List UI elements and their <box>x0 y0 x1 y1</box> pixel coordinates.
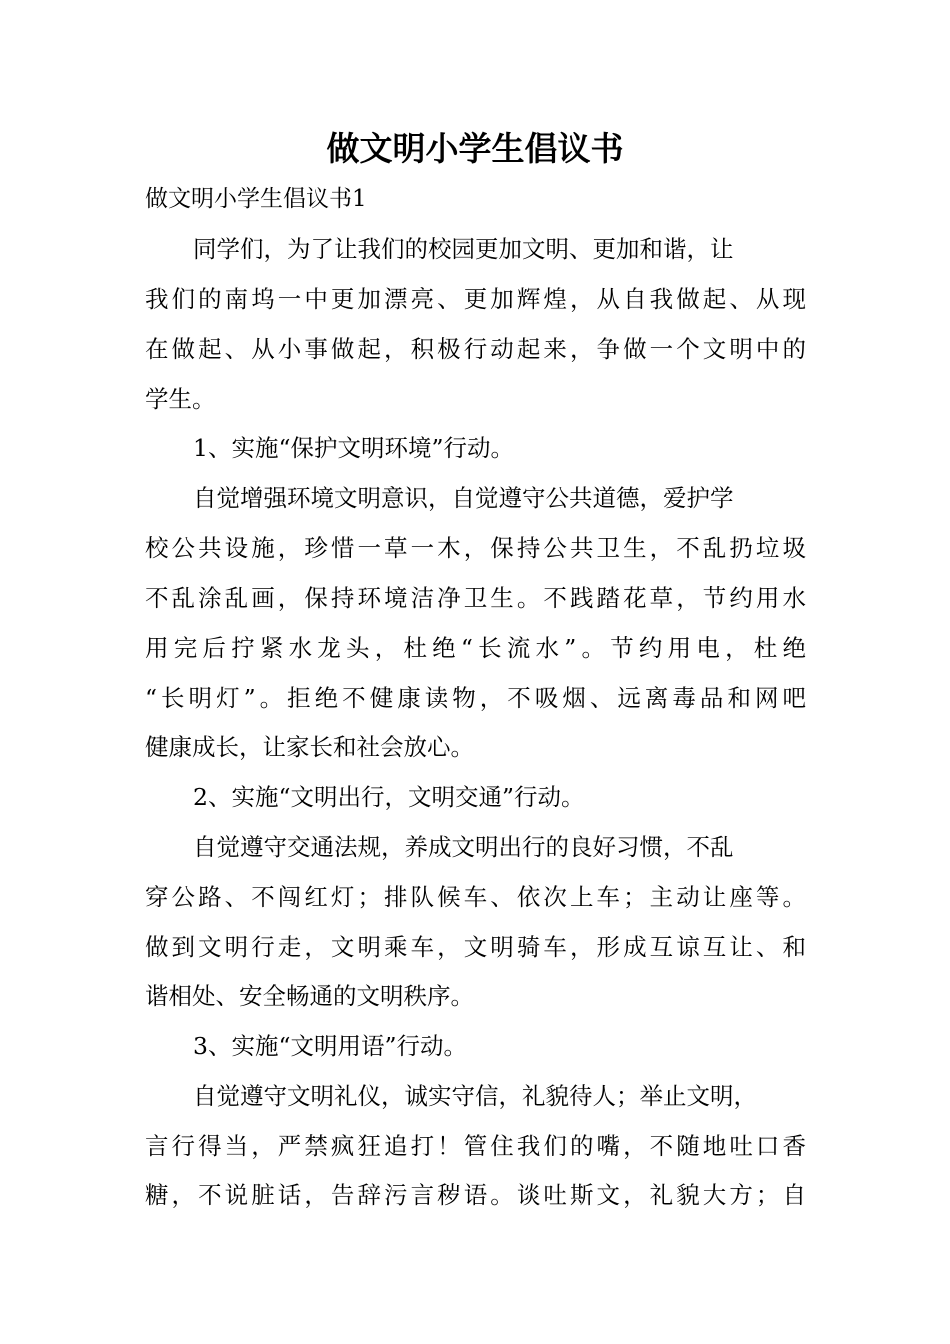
paragraph-line: 自觉遵守交通法规，养成文明出行的良好习惯，不乱 <box>193 833 734 861</box>
document-subtitle: 做文明小学生倡议书1 <box>145 186 367 212</box>
document-title: 做文明小学生倡议书 <box>326 129 624 168</box>
paragraph-line: 自觉遵守文明礼仪，诚实守信，礼貌待人；举止文明， <box>193 1082 757 1110</box>
paragraph-line: 糖，不说脏话，告辞污言秽语。谈吐斯文，礼貌大方；自 <box>145 1181 806 1209</box>
paragraph-line: 同学们，为了让我们的校园更加文明、更加和谐，让 <box>193 235 734 263</box>
section-heading: 1、实施“保护文明环境”行动。 <box>193 434 514 462</box>
paragraph-line: 用完后拧紧水龙头，杜绝“长流水”。节约用电，杜绝 <box>145 634 806 662</box>
paragraph-line: 学生。 <box>145 385 216 413</box>
paragraph-line: 穿公路、不闯红灯；排队候车、依次上车；主动让座等。 <box>145 883 806 911</box>
section-heading: 3、实施“文明用语”行动。 <box>193 1032 467 1060</box>
paragraph-line: 在做起、从小事做起，积极行动起来，争做一个文明中的 <box>145 335 806 363</box>
paragraph-line: 自觉增强环境文明意识，自觉遵守公共道德，爱护学 <box>193 484 734 512</box>
paragraph-line: 健康成长，让家长和社会放心。 <box>145 733 474 761</box>
paragraph-line: 校公共设施，珍惜一草一木，保持公共卫生，不乱扔垃圾 <box>145 534 806 562</box>
paragraph-line: 做到文明行走，文明乘车，文明骑车，形成互谅互让、和 <box>145 933 806 961</box>
paragraph-line: 我们的南坞一中更加漂亮、更加辉煌，从自我做起、从现 <box>145 285 806 313</box>
paragraph-line: “长明灯”。拒绝不健康读物，不吸烟、远离毒品和网吧 <box>145 684 806 712</box>
paragraph-line: 言行得当，严禁疯狂追打！管住我们的嘴，不随地吐口香 <box>145 1132 806 1160</box>
paragraph-line: 谐相处、安全畅通的文明秩序。 <box>145 982 474 1010</box>
paragraph-line: 不乱涂乱画，保持环境洁净卫生。不践踏花草，节约用水 <box>145 584 806 612</box>
section-heading: 2、实施“文明出行，文明交通”行动。 <box>193 783 585 811</box>
